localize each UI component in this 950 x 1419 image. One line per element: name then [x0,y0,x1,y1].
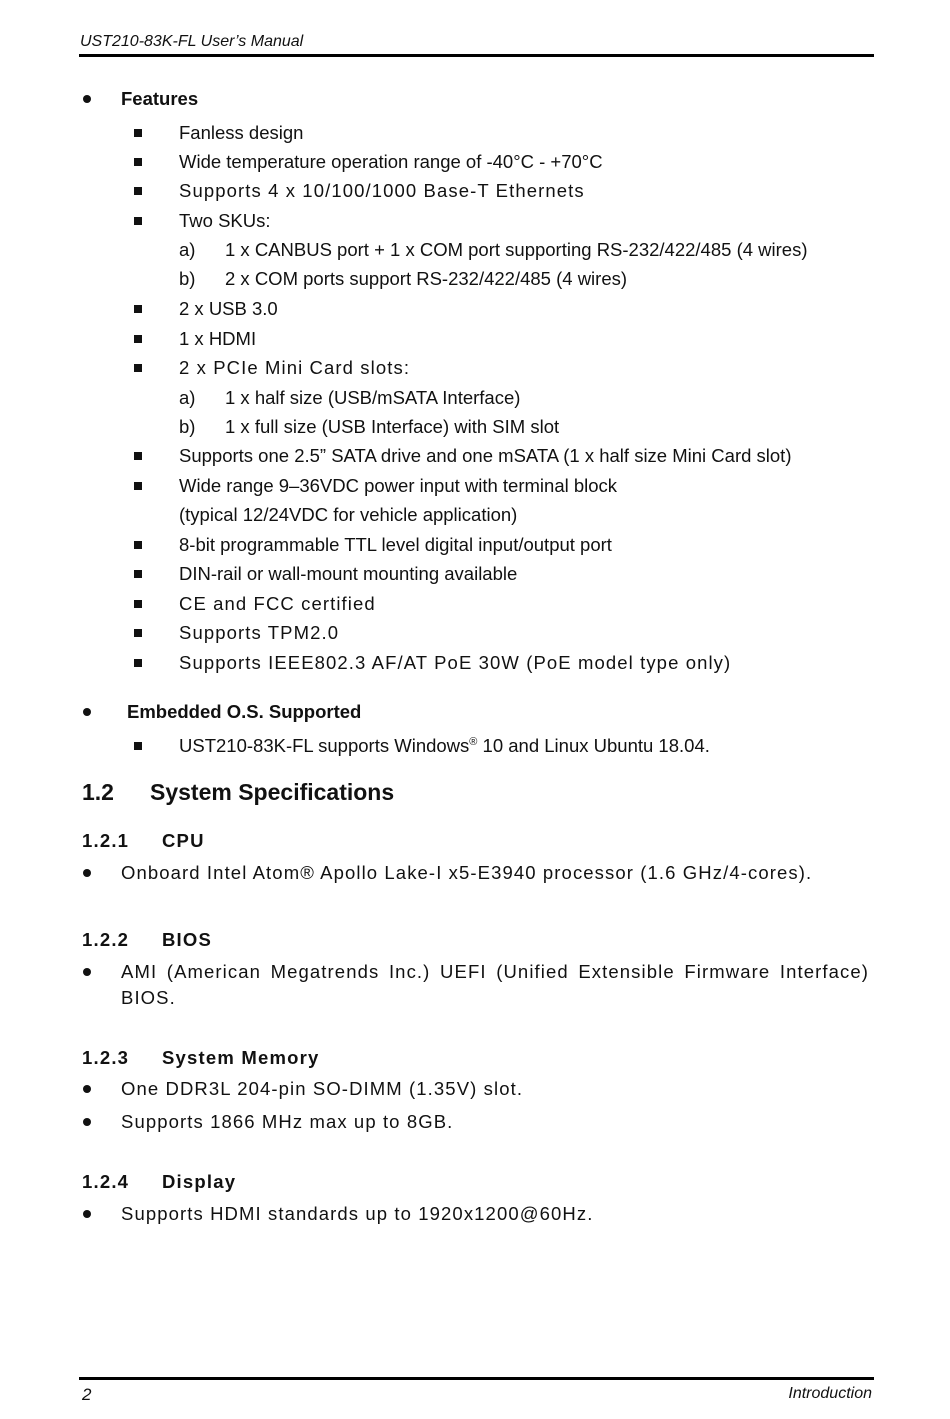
spec-bullet: Onboard Intel Atom® Apollo Lake-I x5-E3940 processor (1.6 GHz/4-cores). [121,862,813,883]
pcie-text: 1 x full size (USB Interface) with SIM slot [225,416,560,437]
header-title: UST210-83K-FL User’s Manual [80,33,304,50]
subsection-number: 1.2.2 [82,929,130,950]
square-bullet-icon [134,305,142,313]
square-bullet-icon [134,659,142,667]
feature-item: Fanless design [179,122,304,143]
square-bullet-icon [134,482,142,490]
features-heading: Features [121,88,199,109]
square-bullet-icon [134,742,142,750]
feature-item: CE and FCC certified [179,593,376,614]
feature-item: Supports 4 x 10/100/1000 Base-T Ethernets [179,180,585,201]
spec-bullet: Supports 1866 MHz max up to 8GB. [121,1111,454,1132]
bullet-icon [83,1085,91,1093]
section-number: 1.2 [82,779,114,805]
bullet-icon [83,1118,91,1126]
subsection-title: Display [162,1171,237,1192]
power-note: (typical 12/24VDC for vehicle application) [179,504,518,525]
footer-divider [79,1377,874,1380]
square-bullet-icon [134,335,142,343]
square-bullet-icon [134,364,142,372]
square-bullet-icon [134,217,142,225]
square-bullet-icon [134,600,142,608]
square-bullet-icon [134,452,142,460]
bullet-icon [83,869,91,877]
square-bullet-icon [134,541,142,549]
subsection-title: CPU [162,830,205,851]
os-item: UST210-83K-FL supports Windows® 10 and Linux Ubuntu 18.04. [179,735,710,756]
header-divider [79,54,874,57]
bullet-icon [83,968,91,976]
square-bullet-icon [134,570,142,578]
bullet-icon [83,708,91,716]
spec-bullet: One DDR3L 204-pin SO-DIMM (1.35V) slot. [121,1078,524,1099]
square-bullet-icon [134,158,142,166]
pcie-marker: a) [179,387,196,408]
square-bullet-icon [134,629,142,637]
pcie-text: 1 x half size (USB/mSATA Interface) [225,387,521,408]
feature-item: 1 x HDMI [179,328,257,349]
feature-item: 8-bit programmable TTL level digital input/output port [179,534,612,555]
bullet-icon [83,1210,91,1218]
subsection-number: 1.2.1 [82,830,130,851]
spec-bullet: Supports HDMI standards up to 1920x1200@60Hz. [121,1203,594,1224]
section-title: System Specifications [150,779,395,805]
subsection-title: BIOS [162,929,213,950]
square-bullet-icon [134,187,142,195]
subsection-number: 1.2.3 [82,1047,130,1068]
feature-item: Supports TPM2.0 [179,622,340,643]
feature-item: Wide range 9–36VDC power input with terminal block [179,475,618,496]
os-heading: Embedded O.S. Supported [127,701,362,722]
pcie-marker: b) [179,416,196,437]
feature-item: Supports one 2.5” SATA drive and one mSATA (1 x half size Mini Card slot) [179,445,792,466]
feature-item: Two SKUs: [179,210,271,231]
footer-section-title: Introduction [788,1385,872,1402]
subsection-title: System Memory [162,1047,320,1068]
page-number: 2 [82,1385,92,1404]
bullet-icon [83,95,91,103]
sku-text: 2 x COM ports support RS-232/422/485 (4 wires) [225,268,628,289]
subsection-number: 1.2.4 [82,1171,130,1192]
feature-item: 2 x PCIe Mini Card slots: [179,357,411,378]
spec-bullet: AMI (American Megatrends Inc.) UEFI (Unified Extensible Firmware Interface) BIOS. [121,961,869,1008]
feature-item: DIN-rail or wall-mount mounting available [179,563,518,584]
sku-text: 1 x CANBUS port + 1 x COM port supporting RS-232/422/485 (4 wires) [225,239,808,260]
feature-item: Wide temperature operation range of -40°C - +70°C [179,151,603,172]
sku-marker: a) [179,239,196,260]
feature-item: 2 x USB 3.0 [179,298,278,319]
feature-item: Supports IEEE802.3 AF/AT PoE 30W (PoE model type only) [179,652,732,673]
square-bullet-icon [134,129,142,137]
sku-marker: b) [179,268,196,289]
